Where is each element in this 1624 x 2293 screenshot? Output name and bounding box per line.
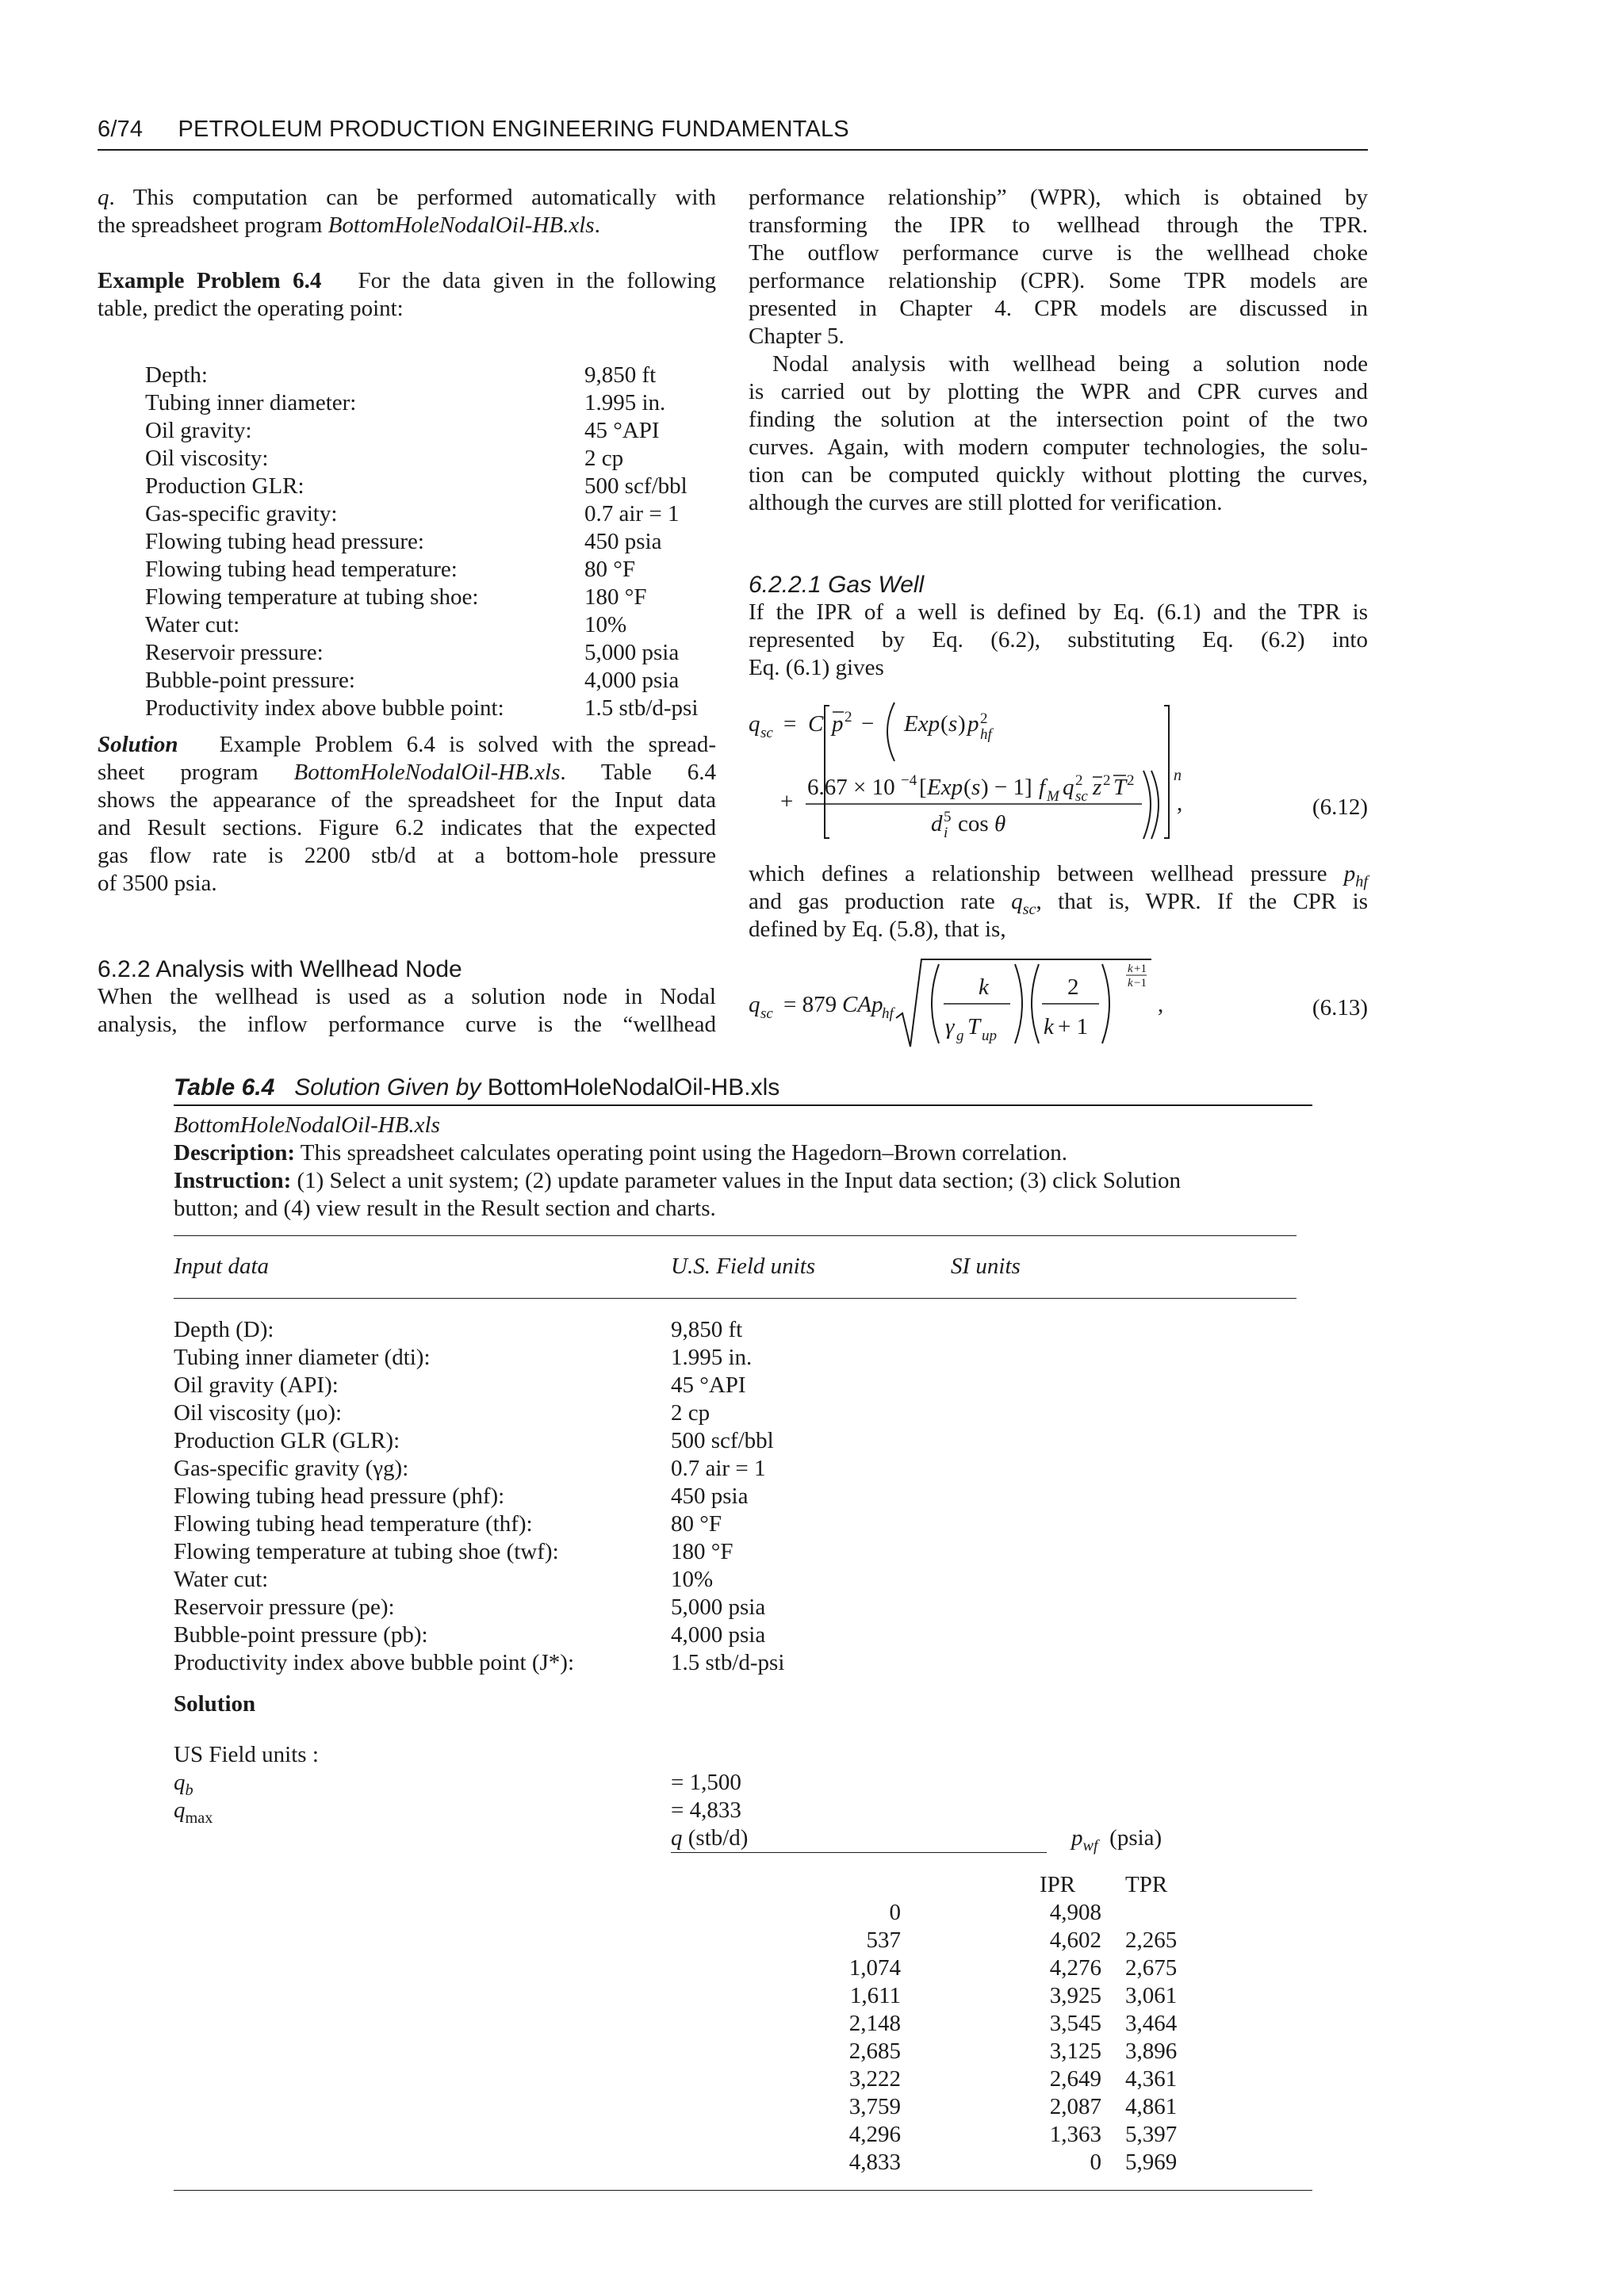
result-cell-ipr: 3,545 [1049,2011,1101,2036]
right-column-para-c [749,599,1368,682]
right-column-para-d [749,860,1368,944]
col-si-units: SI units [951,1254,1021,1279]
example-table-row: Reservoir pressure: 5,000 psia [145,640,680,665]
equation-number: (6.12) [1312,794,1368,820]
text-line: performance relationship” (WPR), which is obtained by [749,185,1368,210]
result-row [174,1927,1312,1954]
text-line: the spreadsheet program BottomHoleNodalOil-HB.xls. [98,212,600,238]
equation-6-13 [749,955,1368,1050]
result-cell-tpr: 5,397 [1125,2122,1178,2147]
text-line: Example Problem 6.4 For the data given in the following [98,268,717,293]
text-line: Chapter 5. [749,323,845,349]
subsection-heading-gas-well: 6.2.2.1 Gas Well [749,572,925,598]
running-title: PETROLEUM PRODUCTION ENGINEERING FUNDAMENTALS [178,117,849,142]
table-rule [174,1298,1297,1299]
svg-text:[: [ [919,775,927,800]
input-row: Depth (D): 9,850 ft [174,1317,743,1342]
table-caption-label: Table 6.4 [174,1074,275,1101]
svg-text:2: 2 [1075,772,1083,789]
running-header [98,116,849,144]
svg-text:+1: +1 [1134,963,1147,975]
header-rule [98,149,1368,151]
svg-text:γ: γ [945,1014,955,1039]
svg-text:T: T [967,1014,981,1039]
text-line: performance relationship (CPR). Some TPR models are [749,268,1368,293]
input-row: Flowing tubing head temperature (thf): 80 °F [174,1511,722,1537]
result-cell-ipr: 2,087 [1049,2094,1101,2119]
example-table-row: Flowing tubing head pressure: 450 psia [145,529,662,554]
text-line: and gas production rate $q_{sc}$, that is, WPR. If the CPR is [749,889,1368,918]
result-header-row: q (stb/d) $p_{wf}$ (psia) [671,1825,1162,1855]
text-line: is carried out by plotting the WPR and CPR curves and [749,379,1368,404]
result-cell-ipr: 3,925 [1049,1983,1101,2008]
result-cell-tpr: 4,861 [1125,2094,1178,2119]
example-table-row: Water cut: 10% [145,612,627,637]
svg-text:k: k [1128,963,1133,975]
example-title: Example Problem 6.4 [98,268,322,293]
svg-text:p: p [967,711,979,737]
text-line: defined by Eq. (5.8), that is, [749,917,1006,942]
table-column-headers [174,1253,1312,1280]
solution-units [174,1741,1312,1855]
result-cell-ipr: 0 [1090,2149,1101,2175]
svg-text:2: 2 [1067,974,1079,1000]
svg-text:−: − [861,711,875,737]
result-cell-q: 537 [866,1927,901,1953]
input-row: Oil gravity (API): 45 °API [174,1372,746,1398]
result-cell-tpr: 2,675 [1125,1955,1178,1981]
text-line: sheet program BottomHoleNodalOil-HB.xls. Table 6.4 [98,760,716,785]
section-paragraph [98,983,716,1039]
text-line: shows the appearance of the spreadsheet for the Input data [98,787,716,813]
result-header-rule [671,1852,1047,1853]
input-row: Reservoir pressure (pe): 5,000 psia [174,1594,766,1620]
result-cell-q: 3,759 [848,2094,901,2119]
equation-6-12 [749,691,1368,850]
solution-label: Solution [98,732,178,757]
svg-text:f: f [1039,775,1046,800]
result-row [174,1954,1312,1982]
result-row [174,2149,1312,2176]
text-line: gas flow rate is 2200 stb/d at a bottom-hole pressure [98,843,716,868]
input-row: Bubble-point pressure (pb): 4,000 psia [174,1622,766,1648]
result-row [174,2038,1312,2065]
result-cell-ipr: 3,125 [1049,2038,1101,2064]
svg-text:M: M [1047,788,1059,805]
result-cell-q: 2,148 [848,2011,901,2036]
result-row [174,2093,1312,2121]
svg-text:C: C [808,711,824,737]
example-table-row: Tubing inner diameter: 1.995 in. [145,390,666,415]
svg-text:θ: θ [994,811,1006,836]
text-line: When the wellhead is used as a solution node in Nodal [98,984,716,1009]
input-data-table [174,1316,1312,1677]
input-row: Flowing temperature at tubing shoe (twf): 180 °F [174,1539,733,1564]
result-cell-q: 2,685 [848,2038,901,2064]
svg-text:q: q [749,711,760,737]
svg-text:sc: sc [1075,788,1088,805]
solution-section [174,1690,1312,1718]
input-row: Tubing inner diameter (dti): 1.995 in. [174,1345,753,1370]
text-line: presented in Chapter 4. CPR models are discussed in [749,296,1368,321]
result-cell-tpr: 2,265 [1125,1927,1178,1953]
result-cell-tpr: 3,464 [1125,2011,1178,2036]
result-cell-ipr: 1,363 [1049,2122,1101,2147]
table-description-line: Description: This spreadsheet calculates operating point using the Hagedorn–Brown correlation. [174,1140,1067,1166]
result-cell-tpr: 5,969 [1125,2149,1178,2175]
text-line: q. This computation can be performed automatically with [98,185,716,210]
units-label: US Field units : [174,1742,319,1767]
text-line: The outflow performance curve is the wellhead choke [749,240,1368,266]
svg-text:= 879: = 879 [783,992,837,1017]
table-caption [174,1074,779,1101]
table-caption-text: Solution Given by [294,1074,481,1101]
result-table [174,1871,1312,2176]
text-line: which defines a relationship between wellhead pressure $p_{hf}$ [749,861,1368,890]
svg-text:i: i [944,825,948,841]
text-line: finding the solution at the intersection point of the two [749,407,1368,432]
section-heading-6-2-2: 6.2.2 Analysis with Wellhead Node [98,956,462,982]
equation-number: (6.13) [1312,995,1368,1020]
svg-text:−1: −1 [1134,977,1147,990]
svg-text:hf: hf [882,1005,894,1022]
svg-text:,: , [1158,992,1164,1017]
text-line: If the IPR of a well is defined by Eq. (6.1) and the TPR is [749,599,1368,625]
svg-text:s: s [971,775,981,800]
text-line: curves. Again, with modern computer technologies, the solu- [749,434,1368,460]
example-table-row: Flowing temperature at tubing shoe: 180 °F [145,584,647,610]
svg-text:z: z [1093,775,1102,800]
qb-row: $q_b$ = 1,500 [174,1770,741,1799]
example-table-row: Flowing tubing head temperature: 80 °F [145,557,635,582]
svg-text:2: 2 [845,709,852,725]
svg-text:k: k [979,974,989,1000]
example-table-row: Depth: 9,850 ft [145,362,657,388]
svg-text:5: 5 [944,809,952,825]
text-line: of 3500 psia. [98,871,217,896]
left-column-intro [98,184,716,239]
example-table-row: Oil gravity: 45 °API [145,418,660,443]
svg-text:2: 2 [1103,772,1111,789]
result-cell-tpr: 4,361 [1125,2066,1178,2092]
text-line: table, predict the operating point: [98,296,404,321]
solution-paragraph [98,731,716,898]
col-us-units: U.S. Field units [671,1254,816,1279]
svg-text:,: , [1177,790,1183,816]
svg-text:(: ( [940,711,948,737]
svg-text:sc: sc [760,1005,773,1022]
input-row: Productivity index above bubble point (J*): 1.5 stb/d-psi [174,1650,785,1675]
table-file-name: BottomHoleNodalOil-HB.xls [174,1112,440,1138]
svg-text:k: k [1128,977,1133,990]
result-cell-q: 0 [889,1900,901,1925]
result-cell-ipr: 4,908 [1049,1900,1101,1925]
right-column-para-b [749,350,1368,517]
text-line: analysis, the inflow performance curve is the “wellhead [98,1012,716,1037]
svg-text:sc: sc [760,725,773,741]
result-cell-tpr: 3,061 [1125,1983,1178,2008]
svg-text:q: q [1063,775,1074,800]
svg-text:6.67 × 10: 6.67 × 10 [807,775,895,800]
example-table-row: Production GLR: 500 scf/bbl [145,473,688,499]
result-cell-q: 3,222 [848,2066,901,2092]
svg-text:s: s [948,711,958,737]
result-cell-tpr: 3,896 [1125,2038,1178,2064]
svg-text:hf: hf [980,726,992,743]
result-subheader-row: IPR TPR [1040,1872,1168,1897]
result-row [174,2065,1312,2093]
svg-text:k: k [1044,1014,1054,1039]
example-table-row: Bubble-point pressure: 4,000 psia [145,668,680,693]
example-table-row: Productivity index above bubble point: 1.5 stb/d-psi [145,695,699,721]
table-rule [174,1235,1297,1236]
right-column-para-a [749,184,1368,350]
text-line: although the curves are still plotted for verification. [749,490,1223,515]
svg-text:n: n [1174,767,1182,784]
example-table-row: Oil viscosity: 2 cp [145,446,624,471]
text-line: transforming the IPR to wellhead through the TPR. [749,212,1368,238]
solution-heading: Solution [174,1691,256,1717]
svg-text:−4: −4 [901,772,917,789]
svg-text:=: = [783,711,797,737]
svg-text:q: q [749,992,760,1017]
table-instruction-line: Instruction: (1) Select a unit system; (2) update parameter values in the Input data section; (3) click Solution [174,1168,1182,1193]
svg-text:CAp: CAp [842,992,883,1017]
result-cell-ipr: 2,649 [1049,2066,1101,2092]
result-cell-ipr: 4,602 [1049,1927,1101,1953]
svg-text:+ 1: + 1 [1058,1014,1089,1039]
svg-text:T: T [1113,775,1127,800]
result-cell-q: 4,296 [848,2122,901,2147]
table-description [174,1112,1312,1223]
result-cell-q: 4,833 [848,2149,901,2175]
svg-text:2: 2 [1127,772,1135,789]
text-line: tion can be computed quickly without plotting the curves, [749,462,1368,488]
result-row [174,1982,1312,2010]
svg-text:): ) [958,711,966,737]
input-row: Gas-specific gravity (γg): 0.7 air = 1 [174,1456,766,1481]
text-line: Solution Example Problem 6.4 is solved with the spread- [98,732,716,757]
result-cell-q: 1,074 [848,1955,901,1981]
page-number: 6/74 [98,117,144,142]
text-line: represented by Eq. (6.2), substituting Eq. (6.2) into [749,627,1368,653]
result-row [174,2010,1312,2038]
col-input-data: Input data [174,1254,270,1279]
svg-text:(: ( [963,775,971,800]
input-row: Production GLR (GLR): 500 scf/bbl [174,1428,774,1453]
svg-text:cos: cos [958,811,989,836]
table-instruction-line-2: button; and (4) view result in the Result section and charts. [174,1196,716,1221]
example-problem-intro [98,267,716,323]
example-data-table [145,362,716,722]
svg-text:p: p [832,711,844,737]
svg-text:) − 1]: ) − 1] [981,775,1032,800]
text-line: Nodal analysis with wellhead being a solution node [772,351,1368,377]
text-line: and Result sections. Figure 6.2 indicates that the expected [98,815,716,840]
svg-text:Exp: Exp [904,711,940,737]
example-table-row: Gas-specific gravity: 0.7 air = 1 [145,501,680,526]
svg-text:g: g [956,1028,964,1044]
svg-text:+: + [780,789,794,814]
table-caption-file: BottomHoleNodalOil-HB.xls [487,1074,780,1101]
table-top-rule [174,1104,1312,1106]
result-cell-q: 1,611 [849,1983,901,2008]
svg-text:up: up [982,1028,997,1044]
svg-text:2: 2 [980,710,988,727]
result-cell-ipr: 4,276 [1049,1955,1101,1981]
svg-text:Exp: Exp [927,775,963,800]
result-row [174,1899,1312,1927]
result-row [174,2121,1312,2149]
input-row: Water cut: 10% [174,1567,714,1592]
input-row: Flowing tubing head pressure (phf): 450 psia [174,1483,749,1509]
text-line: Eq. (6.1) gives [749,655,884,680]
qmax-row: $q_{max}$ = 4,833 [174,1797,741,1827]
table-bottom-rule [174,2190,1312,2191]
svg-text:d: d [931,811,943,836]
input-row: Oil viscosity (μo): 2 cp [174,1400,710,1426]
